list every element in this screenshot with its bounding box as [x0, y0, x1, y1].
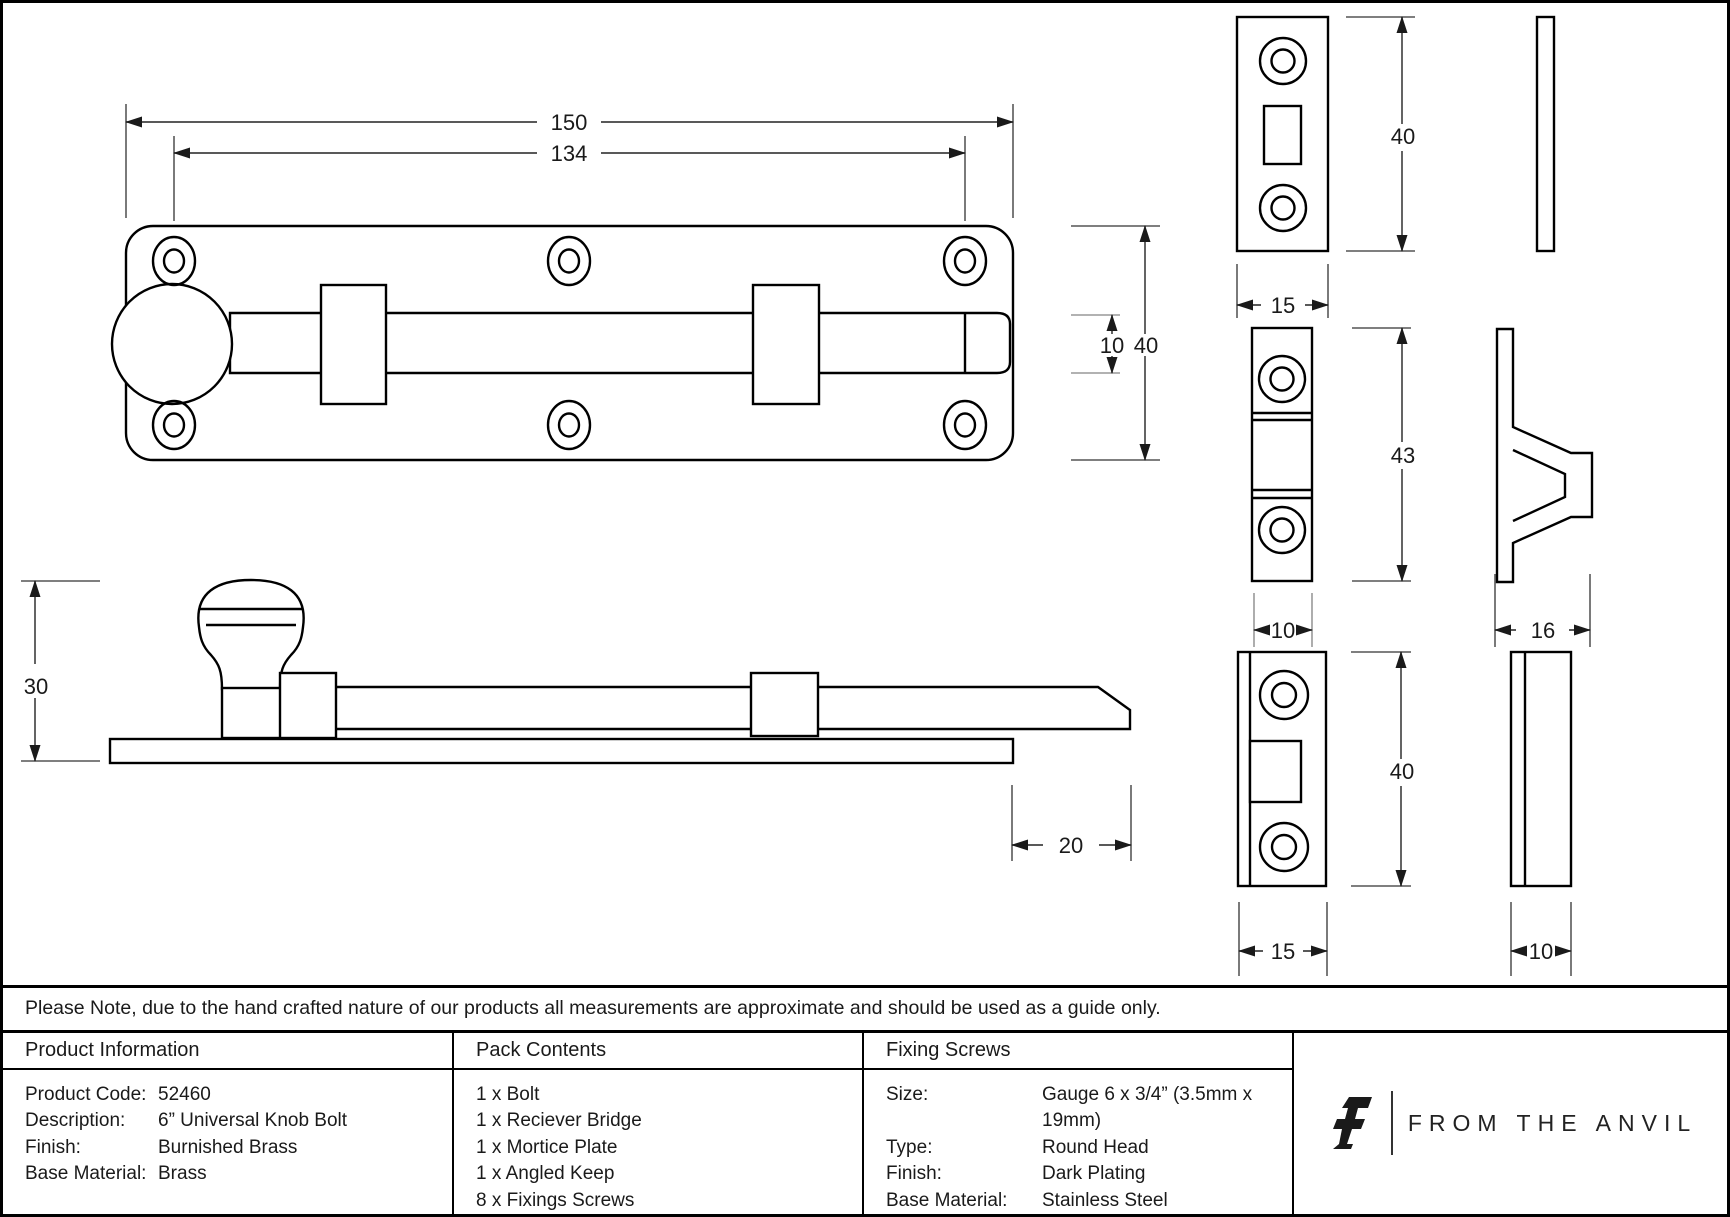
table-row — [886, 1188, 1282, 1215]
baseplate-side — [110, 739, 1013, 763]
row-value: Stainless Steel — [1042, 1189, 1168, 1211]
row-label: Finish: — [25, 1136, 81, 1158]
row-label: Description: — [25, 1110, 126, 1131]
note-text: Please Note, due to the hand crafted nature of our products all measurements are approximate and should be used as a guide only. — [25, 997, 1161, 1020]
bolt-plan-view — [112, 226, 1013, 460]
dim-label-16: 16 — [1530, 618, 1556, 643]
row-value: Brass — [158, 1163, 207, 1184]
dim-fixing-centres — [174, 136, 965, 221]
dim-channel-width — [1511, 902, 1571, 976]
dim-label-20: 20 — [1058, 833, 1084, 858]
table-row — [25, 1135, 442, 1162]
product-information-header: Product Information — [3, 1033, 452, 1070]
knob-plan — [112, 284, 232, 404]
dim-label-43: 43 — [1390, 443, 1416, 468]
brand-cell — [1292, 1033, 1727, 1215]
fixing-screws-column — [862, 1033, 1292, 1215]
row-label: Finish: — [886, 1163, 942, 1184]
guide-bracket-1-side — [280, 673, 336, 738]
dim-label-40-keep: 40 — [1389, 759, 1415, 784]
knob-collar-side — [222, 688, 283, 738]
table-row — [886, 1161, 1282, 1188]
dim-keep-plate-height — [1351, 652, 1414, 886]
pack-contents-body — [454, 1070, 862, 1215]
dim-mortice-height — [1346, 17, 1415, 251]
mortice-plate-edge-view — [1537, 17, 1554, 251]
dim-keep-plate-width — [1239, 902, 1327, 976]
dim-label-40-plan: 40 — [1133, 333, 1159, 358]
list-item: 1 x Bolt — [476, 1083, 540, 1105]
pack-contents-column — [452, 1033, 862, 1215]
table-row — [25, 1161, 442, 1188]
guide-bracket-2-plan — [753, 285, 819, 404]
receiver-bridge-body — [1252, 328, 1312, 581]
dim-label-150: 150 — [550, 110, 588, 135]
brand-name: FROM THE ANVIL — [1407, 1109, 1698, 1136]
dim-label-10-bottom: 10 — [1528, 939, 1554, 964]
table-grid — [3, 1033, 1727, 1215]
bolt-side-view — [110, 580, 1130, 763]
anvil-icon — [1324, 1096, 1376, 1150]
table-row — [886, 1135, 1282, 1162]
dim-label-40-mortice: 40 — [1390, 124, 1416, 149]
dim-label-10-plan: 10 — [1099, 333, 1125, 358]
dim-throw — [1012, 785, 1131, 861]
pack-contents-header: Pack Contents — [454, 1033, 862, 1070]
row-label: Base Material: — [25, 1163, 147, 1184]
table-row — [886, 1082, 1282, 1135]
dim-label-15-mortice: 15 — [1270, 293, 1296, 318]
guide-bracket-2-side — [751, 673, 818, 736]
row-label: Type: — [886, 1136, 933, 1158]
measurement-note — [3, 988, 1727, 1033]
row-value: Dark Plating — [1042, 1163, 1146, 1184]
list-item: 1 x Reciever Bridge — [476, 1110, 642, 1131]
brand-logo — [1324, 1091, 1697, 1155]
list-item: 1 x Mortice Plate — [476, 1136, 618, 1158]
list-item: 1 x Angled Keep — [476, 1163, 615, 1184]
dim-bridge-height — [1352, 328, 1415, 581]
guide-bracket-1-plan — [321, 285, 386, 404]
keep-plate-face — [1238, 652, 1326, 886]
table-row — [25, 1108, 442, 1135]
mortice-plate-face — [1237, 17, 1328, 251]
table-row — [25, 1082, 442, 1109]
channel-body — [1511, 652, 1571, 886]
row-label: Base Material: — [886, 1189, 1008, 1211]
dim-label-30: 30 — [23, 674, 49, 699]
fixing-screws-header: Fixing Screws — [864, 1033, 1292, 1070]
product-information-column — [3, 1033, 452, 1215]
logo-divider — [1391, 1091, 1393, 1155]
list-item: 8 x Fixings Screws — [476, 1189, 635, 1211]
mortice-bolt-slot — [1264, 106, 1301, 164]
fixing-screws-body — [864, 1070, 1292, 1215]
row-value: Round Head — [1042, 1136, 1149, 1158]
row-value: Gauge 6 x 3/4” (3.5mm x 19mm) — [1042, 1083, 1253, 1131]
keep-channel-edge-view — [1511, 652, 1571, 886]
angled-keep-profile — [1497, 329, 1592, 582]
row-value: Burnished Brass — [158, 1136, 298, 1158]
dim-label-10-bridge: 10 — [1270, 618, 1296, 643]
keep-plate-pocket — [1250, 741, 1301, 802]
dim-label-15-bottom: 15 — [1270, 939, 1296, 964]
dim-keep-width — [1495, 574, 1590, 647]
dim-label-134: 134 — [550, 141, 588, 166]
row-label: Size: — [886, 1083, 929, 1105]
dim-mortice-width — [1237, 264, 1328, 318]
dim-plate-height-plan — [1134, 226, 1158, 460]
dim-side-height — [21, 581, 100, 761]
row-value: 52460 — [158, 1083, 211, 1105]
info-table — [3, 985, 1727, 1214]
product-information-body — [3, 1070, 452, 1188]
technical-drawing — [3, 3, 1730, 985]
angled-keep-outline — [1497, 329, 1592, 582]
bolt-rod-side — [283, 687, 1130, 729]
dim-bridge-width — [1254, 593, 1312, 647]
row-label: Product Code: — [25, 1083, 147, 1105]
row-value: 6” Universal Knob Bolt — [158, 1110, 348, 1131]
receiver-bridge-face — [1252, 328, 1312, 581]
